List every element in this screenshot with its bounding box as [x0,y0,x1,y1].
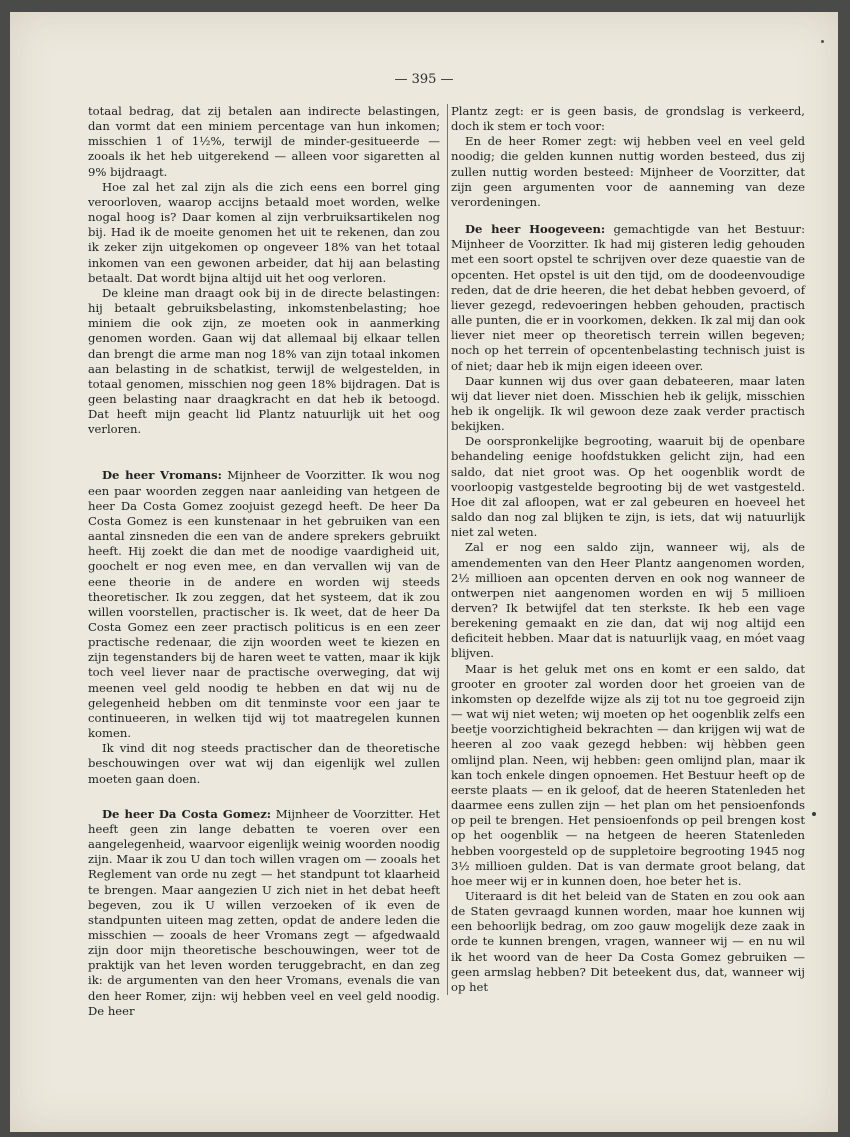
right-column [447,104,805,995]
paragraph: Plantz zegt: er is geen basis, de grondslag is verkeerd, doch ik stem er toch voor: [451,104,805,134]
speech-vromans [88,468,440,741]
paragraph: De oorspronkelijke begrooting, waaruit bij de openbare behandeling eenige hoofdstukken gelicht zijn, had een saldo, dat niet groot was. Op het oogenblik wordt de voorloopig vastgestelde begrooting bij de wet vastgesteld. Hoe dit zal afloopen, wat er zal gebeuren en hoeveel het saldo dan nog zal blijken te zijn, is iets, dat wij natuurlijk niet zal weten. [451,434,805,540]
speech-hoogeveen [451,222,805,374]
paragraph: Zal er nog een saldo zijn, wanneer wij, als de amendementen van den Heer Plantz aangenomen worden, 2½ millioen aan opcenten derven en ook nog wanneer de ontwerpen niet aangenomen worden en wij 5 millioen derven? Ik betwijfel dat ten sterkste. Ik heb een vage berekening gemaakt en zie dan, dat wij nog altijd een deficiteit hebben. Maar dat is natuurlijk vaag, en móet vaag blijven. [451,540,805,661]
page-number: — 395 — [394,72,454,87]
speech-text: gemachtigde van het Bestuur: Mijnheer de Voorzitter. Ik had mij gisteren ledig gehouden met een soort opstel te schrijven over deze quaestie van de opcenten. Het opstel is uit den tijd, om de doodeenvoudige reden, dat de drie heeren, die het debat hebben gevoerd, of liever gezegd, redevoeringen hebben gehouden, practisch alle punten, die er in voorkomen, dekken. Ik zal mij dan ook liever niet meer op theoretisch terrein willen begeven; noch op het terrein of opcentenbelasting technisch juist is of niet; daar heb ik mijn eigen ideeen over. [451,222,805,373]
paragraph: Uiteraard is dit het beleid van de Staten en zou ook aan de Staten gevraagd kunnen worden, maar hoe kunnen wij een behoorlijk bedrag, om zoo gauw mogelijk deze zaak in orde te kunnen brengen, vragen, wanneer wij — en nu wil ik het woord van de heer Da Costa Gomez gebruiken — geen armslag hebben? Dit beteekent dus, dat, wanneer wij op het [451,888,805,994]
speaker-name: De heer Vromans: [102,468,222,483]
speech-text: Mijnheer de Voorzitter. Ik wou nog een paar woorden zeggen naar aanleiding van hetgeen de heer Da Costa Gomez zoojuist gezegd heeft. De heer Da Costa Gomez is een kunstenaar in het gebruiken van een aantal zinsneden die een van de andere sprekers gebruikt heeft. Hij zoekt die dan met de noodige vaardigheid uit, goochelt er nog even mee, en dan vervallen wij van de eene theorie in de andere en worden wij steeds theoretischer. Ik zou zeggen, dat het systeem, dat ik zou willen voorstellen, practischer is. Ik weet, dat de heer Da Costa Gomez een zeer practisch politicus is en een zeer practische redenaar, die zijn woorden weet te kiezen en zijn tegenstanders bij de haren weet te vatten, maar ik kijk toch veel liever naar de practische overweging, dat wij meenen veel geld noodig te hebben en dat wij nu de gelegenheid hebben om dit tenminste voor een jaar te continueeren, in welken tijd wij tot maatregelen kunnen komen. [88,468,440,741]
paragraph: totaal bedrag, dat zij betalen aan indirecte belastingen, dan vormt dat een miniem percentage van hun inkomen; misschien 1 of 1½%, terwijl de minder-gesitueerde — zooals ik het heb uitgerekend — alleen voor sigaretten al 9% bijdraagt. [88,104,440,179]
speck-mark [821,40,824,43]
paragraph: En de heer Romer zegt: wij hebben veel en veel geld noodig; die gelden kunnen nuttig worden besteed, dus zij zullen nuttig worden besteed: Mijnheer de Voorzitter, dat zijn geen argumenten voor de aanneming van deze verordeningen. [451,134,805,209]
paragraph: Hoe zal het zal zijn als die zich eens een borrel ging veroorloven, waarop accijns betaald moet worden, welke nogal hoog is? Daar komen al zijn verbruiksartikelen nog bij. Had ik de moeite genomen het uit te rekenen, dan zou ik zeker zijn uitgekomen op ongeveer 18% van het totaal inkomen van een gewonen arbeider, dat hij aan belasting betaalt. Dat wordt bijna altijd uit het oog verloren. [88,179,440,285]
speech-text: Mijnheer de Voorzitter. Het heeft geen zin lange debatten te voeren over een aangelegenheid, waarvoor eigenlijk weinig woorden noodig zijn. Maar ik zou U dan toch willen vragen om — zooals het Reglement van orde nu zegt — het standpunt tot klaarheid te brengen. Maar aangezien U zich niet in het debat heeft begeven, zou ik U willen verzoeken of ik even de standpunten uiteen mag zetten, opdat de andere leden die misschien — zooals de heer Vromans zegt — afgedwaald zijn door mijn theoretische beschouwingen, weer tot de praktijk van het leven worden teruggebracht, en dan zeg ik: de argumenten van den heer Vromans, evenals die van den heer Romer, zijn: wij hebben veel en veel geld noodig. De heer [88,806,440,1018]
speaker-name: De heer Da Costa Gomez: [102,806,272,821]
paragraph: Maar is het geluk met ons en komt er een saldo, dat grooter en grooter zal worden door het groeien van de inkomsten op dezelfde wijze als zij tot nu toe gegroeid zijn — wat wij niet weten; wij moeten op het oogenblik zelfs een beetje voorzichtigheid bekrachten — dan krijgen wij wat de heeren al zoo vaak gezegd hebben: wij hèbben geen omlijnd plan. Neen, wij hebben: geen omlijnd plan, maar ik kan toch enkele dingen opnoemen. Het Bestuur heeft op de eerste plaats — en ik geloof, dat de heeren Statenleden het daarmee eens zullen zijn — het plan om het pensioenfonds op peil te brengen. Het pensioenfonds op peil brengen kost op het oogenblik — na hetgeen de heeren Statenleden hebben voorgesteld op de suppletoire begrooting 1945 nog 3½ millioen gulden. Dat is van dermate groot belang, dat hoe meer wij er in kunnen doen, hoe beter het is. [451,661,805,888]
speech-da-costa-gomez [88,807,440,1019]
margin-dot [812,812,816,816]
paragraph: Daar kunnen wij dus over gaan debateeren, maar laten wij dat liever niet doen. Misschien heb ik gelijk, misschien heb ik ongelijk. Ik wil gewoon deze zaak verder practisch bekijken. [451,373,805,434]
paragraph: De kleine man draagt ook bij in de directe belastingen: hij betaalt gebruiksbelasting, inkomstenbelasting; hoe miniem die ook zijn, ze moeten ook in aanmerking genomen worden. Gaan wij dat allemaal bij elkaar tellen dan brengt die arme man nog 18% van zijn totaal inkomen aan belasting in de schatkist, terwijl de welgestelden, in totaal genomen, misschien nog geen 18% bijdragen. Dat is geen belasting naar draagkracht en dat heb ik betoogd. Dat heeft mijn geacht lid Plantz natuurlijk uit het oog verloren. [88,285,440,437]
paragraph: Ik vind dit nog steeds practischer dan de theoretische beschouwingen over wat wij dan eigenlijk wel zullen moeten gaan doen. [88,741,440,786]
scanned-page [10,12,838,1132]
left-column [88,104,440,1019]
speaker-name: De heer Hoogeveen: [465,222,606,237]
